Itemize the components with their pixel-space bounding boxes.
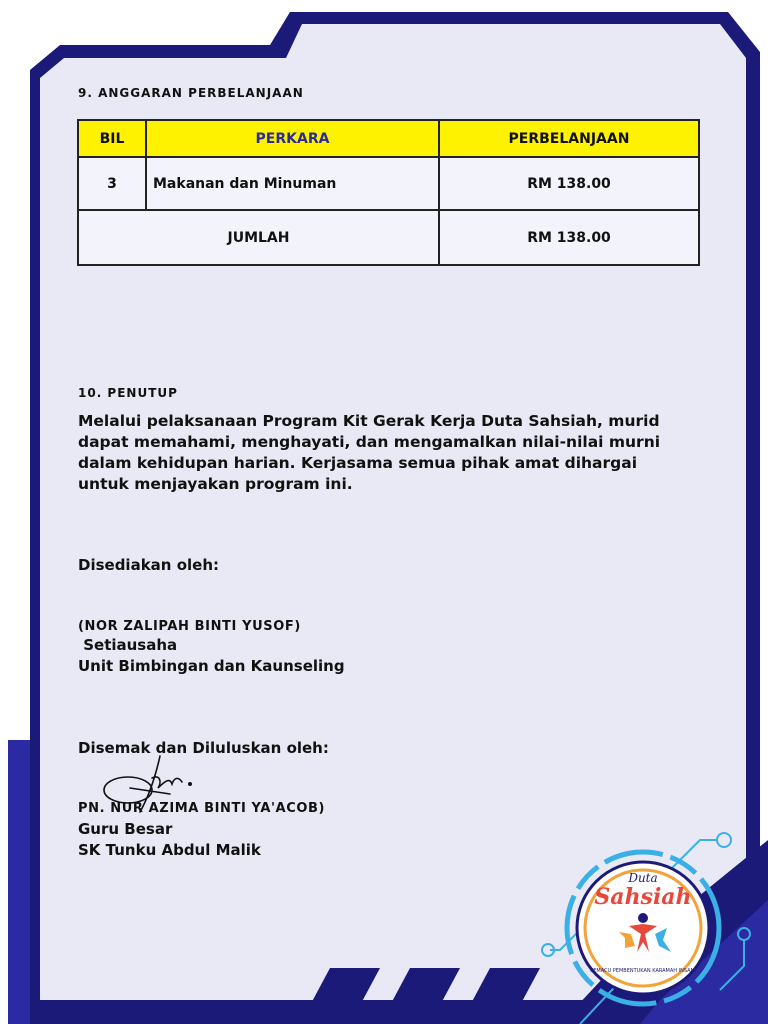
- paragraph-line: dapat memahami, menghayati, dan mengamalkan nilai-nilai murni: [78, 433, 661, 451]
- svg-text:Duta: Duta: [628, 871, 658, 885]
- total-label: JUMLAH: [78, 210, 439, 265]
- prepared-by-role: Setiausaha: [78, 636, 178, 654]
- prepared-by-unit: Unit Bimbingan dan Kaunseling: [78, 657, 345, 675]
- svg-text:Sahsiah: Sahsiah: [594, 884, 692, 910]
- approved-by-name: PN. NUR AZIMA BINTI YA'ACOB): [78, 801, 326, 816]
- budget-table: [77, 119, 700, 266]
- table-row: [78, 157, 699, 210]
- cell-perkara: Makanan dan Minuman: [146, 157, 439, 210]
- closing-heading: 10. PENUTUP: [78, 386, 178, 400]
- svg-text:PEMACU PEMBENTUKAN KARAMAH INS: PEMACU PEMBENTUKAN KARAMAH INSANI: [590, 968, 696, 974]
- duta-sahsiah-logo: [563, 848, 723, 1008]
- column-header-perbelanjaan: PERBELANJAAN: [439, 120, 699, 157]
- table-header-row: [78, 120, 699, 157]
- approved-by-school: SK Tunku Abdul Malik: [78, 841, 261, 859]
- cell-perbelanjaan: RM 138.00: [439, 157, 699, 210]
- paragraph-line: Melalui pelaksanaan Program Kit Gerak Kerja Duta Sahsiah, murid: [78, 412, 660, 430]
- paragraph-line: untuk menjayakan program ini.: [78, 475, 353, 493]
- closing-paragraph: [78, 411, 708, 495]
- paragraph-line: dalam kehidupan harian. Kerjasama semua pihak amat dihargai: [78, 454, 638, 472]
- prepared-by-label: Disediakan oleh:: [78, 556, 219, 574]
- cell-bil: 3: [78, 157, 146, 210]
- approved-by-label: Disemak dan Diluluskan oleh:: [78, 739, 329, 757]
- budget-heading: 9. ANGGARAN PERBELANJAAN: [78, 86, 304, 100]
- approved-by-role: Guru Besar: [78, 820, 173, 838]
- total-value: RM 138.00: [439, 210, 699, 265]
- table-total-row: [78, 210, 699, 265]
- column-header-perkara: PERKARA: [146, 120, 439, 157]
- prepared-by-name: (NOR ZALIPAH BINTI YUSOF): [78, 619, 301, 634]
- column-header-bil: BIL: [78, 120, 146, 157]
